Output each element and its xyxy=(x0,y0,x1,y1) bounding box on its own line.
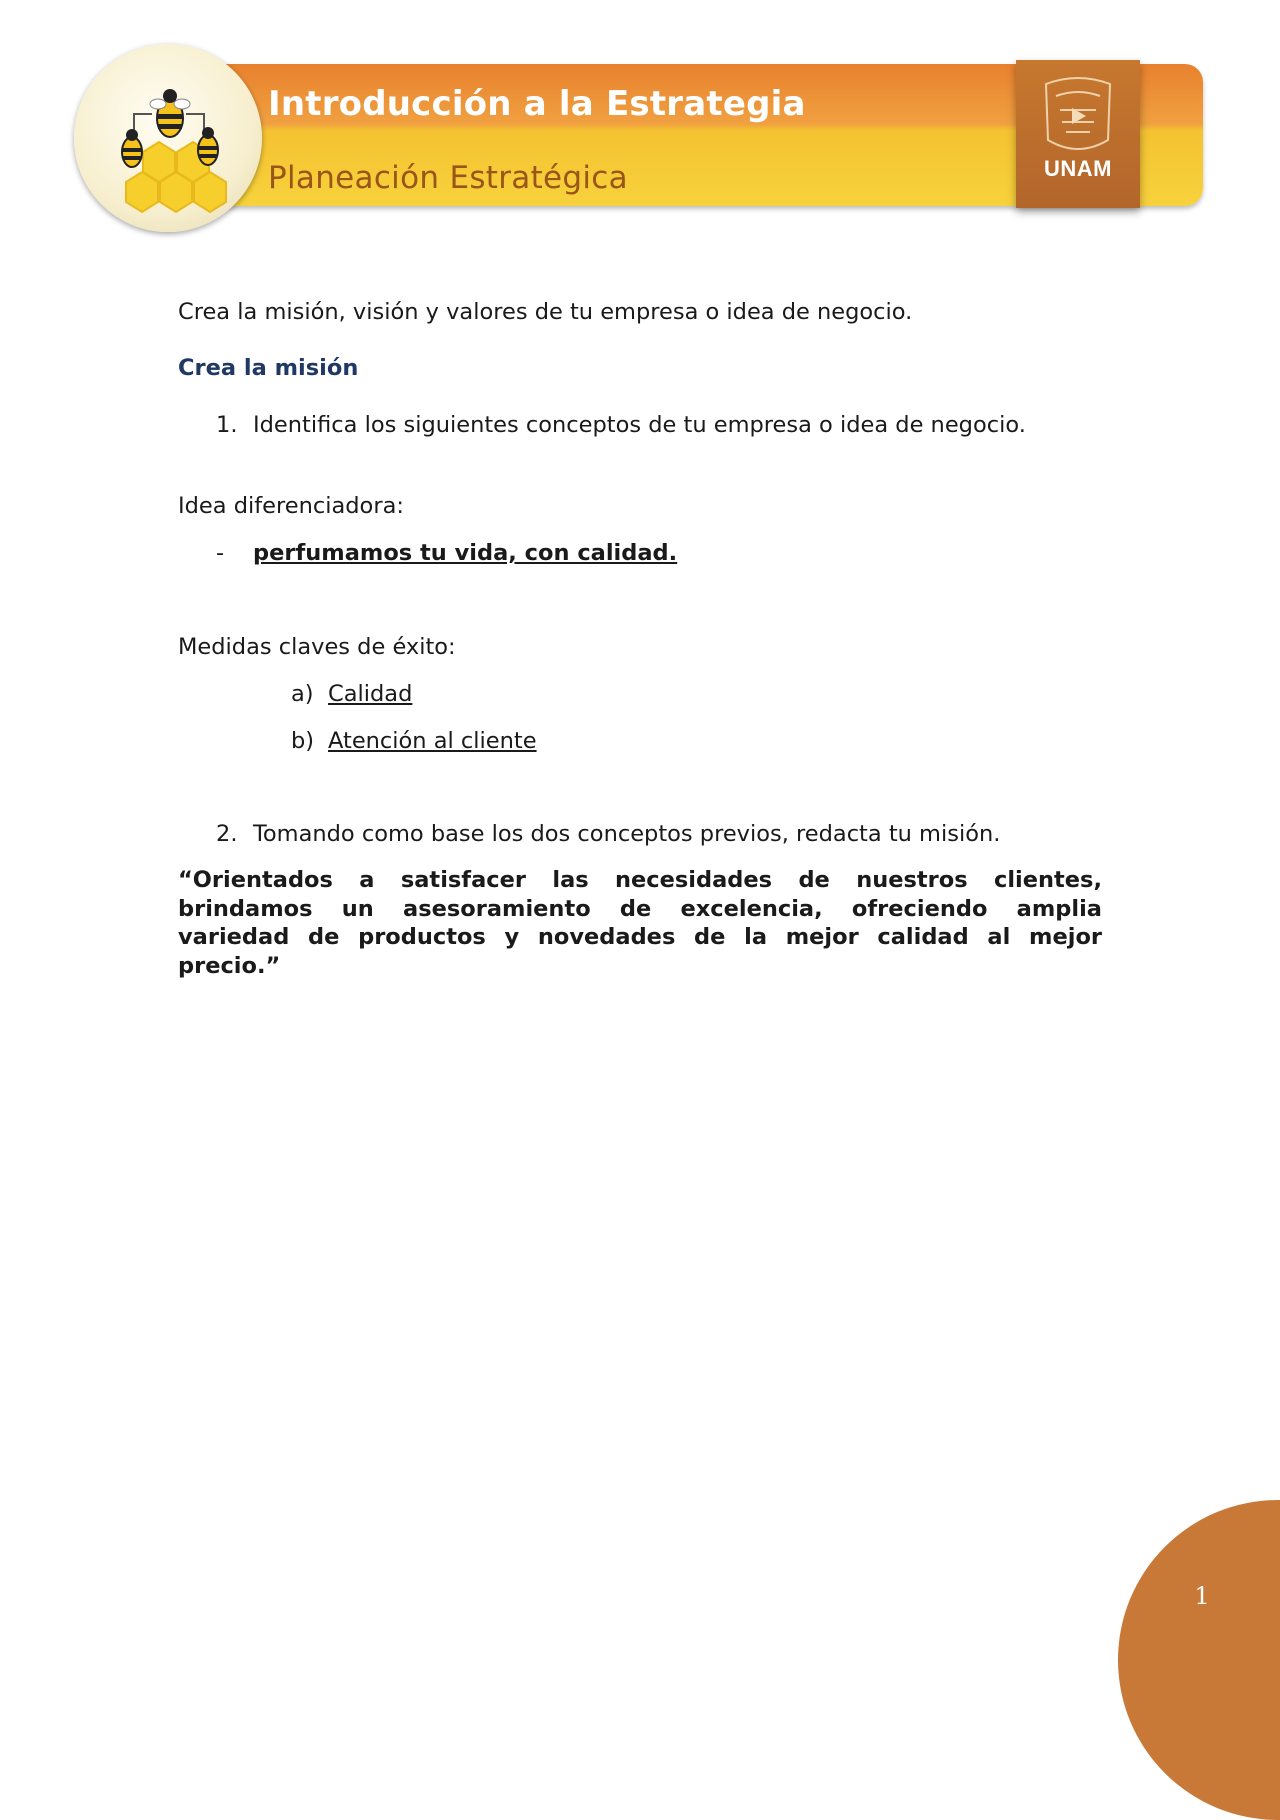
bees-logo-icon xyxy=(74,44,262,232)
measure-marker: b) xyxy=(291,728,315,754)
idea-bullet: - xyxy=(216,540,225,566)
intro-text: Crea la misión, visión y valores de tu empresa o idea de negocio. xyxy=(178,299,913,325)
course-subtitle: Planeación Estratégica xyxy=(268,160,628,196)
step-2-number: 2. xyxy=(216,821,238,847)
page-corner-decoration xyxy=(1118,1500,1280,1820)
measure-marker: a) xyxy=(291,681,314,707)
idea-item-text: perfumamos tu vida, con calidad. xyxy=(253,540,678,566)
unam-label: UNAM xyxy=(1044,156,1112,181)
step-1-text: Identifica los siguientes conceptos de tu empresa o idea de negocio. xyxy=(253,412,1026,438)
course-title: Introducción a la Estrategia xyxy=(268,84,806,124)
page-number: 1 xyxy=(1194,1582,1210,1610)
measure-item: Calidad xyxy=(328,681,413,707)
section-heading: Crea la misión xyxy=(178,355,359,381)
step-2-text: Tomando como base los dos conceptos previos, redacta tu misión. xyxy=(253,821,1001,847)
measure-item: Atención al cliente xyxy=(328,728,537,754)
mission-statement: “Orientados a satisfacer las necesidades de nuestros clientes, brindamos un asesoramiento de excelencia, ofreciendo amplia variedad de productos y novedades de la mejor calidad al mejor precio.” xyxy=(178,867,1102,979)
unam-logo xyxy=(1016,60,1140,208)
measures-label: Medidas claves de éxito: xyxy=(178,634,456,660)
idea-label: Idea diferenciadora: xyxy=(178,493,404,519)
step-1-number: 1. xyxy=(216,412,238,438)
unam-crest-icon xyxy=(1016,70,1140,170)
